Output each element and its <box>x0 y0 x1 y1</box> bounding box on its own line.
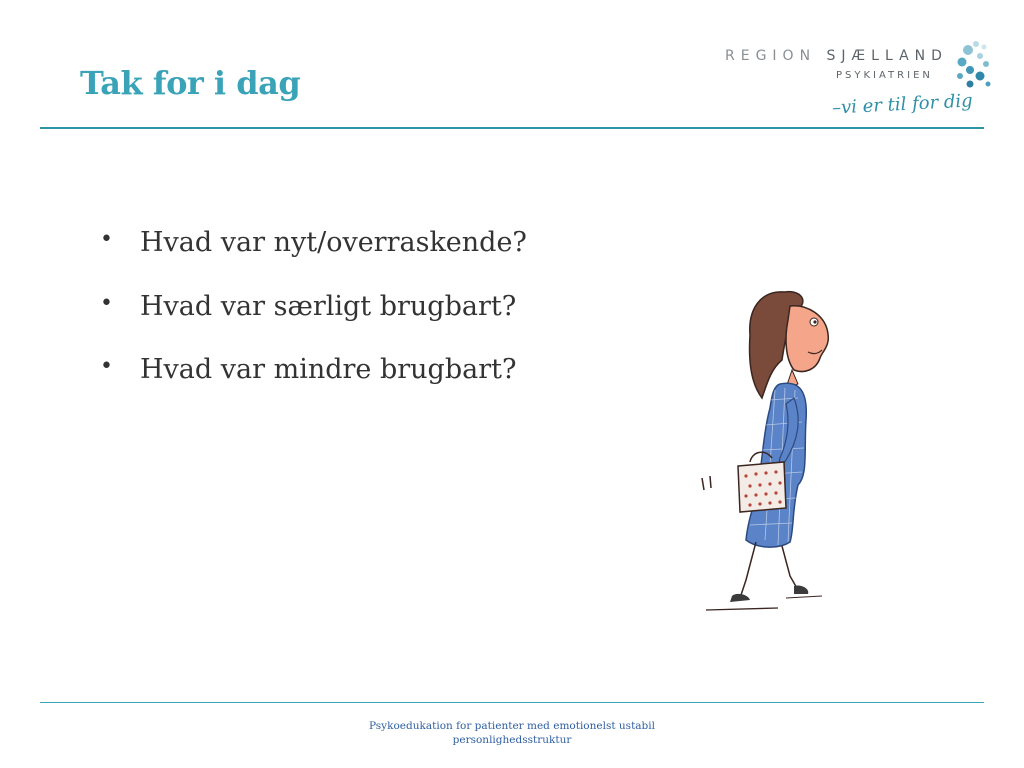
footer-line-2: personlighedsstruktur <box>452 734 572 747</box>
walking-woman-illustration <box>690 280 870 620</box>
slide-footer <box>312 719 712 747</box>
slide-title: Tak for i dag <box>80 64 301 102</box>
bullet-text: Hvad var mindre brugbart? <box>140 354 517 386</box>
logo-division-text: PSYKIATRIEN <box>836 70 933 81</box>
logo-tagline: –vi er til for dig <box>831 90 974 119</box>
bullet-list <box>100 228 527 419</box>
footer-line-1: Psykoedukation for patienter med emotionelst ustabil <box>369 720 655 732</box>
bullet-item <box>100 228 527 258</box>
logo-region-text: REGION <box>725 48 817 64</box>
bullet-text: Hvad var nyt/overraskende? <box>140 227 527 258</box>
region-sjaelland-logo <box>720 38 990 128</box>
header-divider <box>40 127 984 129</box>
bullet-glyph: • <box>100 290 113 316</box>
bullet-glyph: • <box>100 354 113 380</box>
bullet-item <box>100 355 527 385</box>
logo-name-text: SJÆLLAND <box>826 48 948 64</box>
logo-dots-icon <box>946 38 996 93</box>
footer-divider <box>40 702 984 703</box>
bullet-text: Hvad var særligt brugbart? <box>140 290 517 322</box>
logo-wordmark <box>725 48 948 64</box>
bullet-glyph: • <box>100 227 113 252</box>
bullet-item <box>100 292 527 322</box>
